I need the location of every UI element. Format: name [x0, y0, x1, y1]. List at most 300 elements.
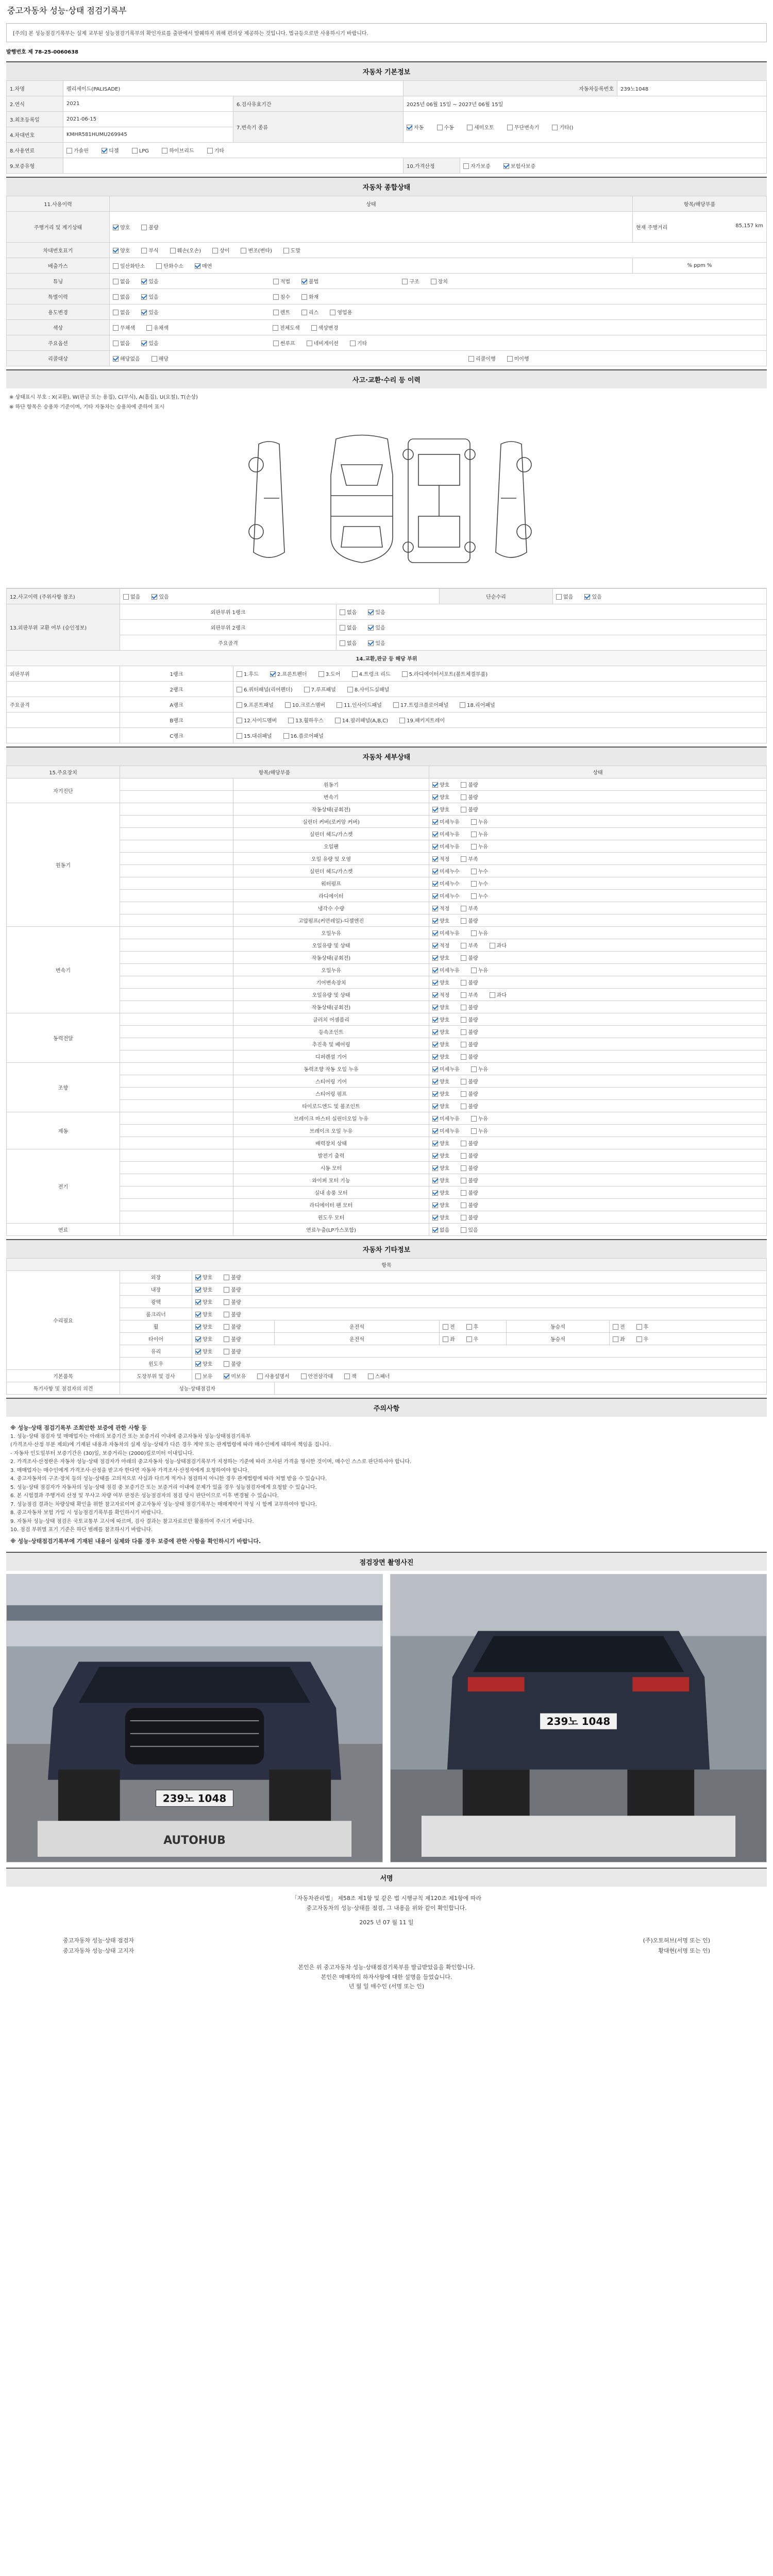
- checkbox-icon: [273, 341, 279, 346]
- checkbox-icon: [113, 325, 119, 331]
- detail-item-label: 클러치 어셈블리: [233, 1013, 429, 1026]
- detail-status-option: 양호: [432, 1015, 449, 1023]
- accident-legend-2: ※ 하단 항목은 승용차 기준이며, 기타 자동차는 승용차에 준하여 표시: [9, 404, 164, 410]
- detail-status-option: 미세누수: [432, 892, 460, 900]
- checkbox-icon: [224, 1361, 229, 1367]
- checkbox-icon: [113, 310, 119, 315]
- detail-item-label: 작동상태(공회전): [233, 803, 429, 816]
- rank1-options: 없음 있음: [337, 604, 767, 620]
- checkbox-icon: [123, 594, 129, 600]
- checkbox-icon: [461, 1017, 466, 1023]
- detail-status-option: 적정: [432, 855, 449, 862]
- detail-item-label: 오일유량 및 상태: [233, 939, 429, 952]
- detail-status-option: 불량: [461, 1003, 478, 1011]
- checkbox-icon: [301, 294, 307, 300]
- detail-status-option: 과다: [490, 941, 507, 949]
- checkbox-icon: [432, 943, 438, 948]
- checkbox-icon: [503, 163, 509, 169]
- detail-status-option: 미세누유: [432, 966, 460, 974]
- notes-line: 5. 성능·상태 점검자가 자동차의 성능·상태 점검 중 보증기간 또는 보증거리 이내에 문제가 있을 경우 성능점검자에게 요청할 수 있습니다.: [10, 1484, 317, 1490]
- period-value: 2025년 06월 15일 ~ 2027년 06월 15일: [404, 96, 767, 112]
- detail-status-option: 양호: [432, 954, 449, 961]
- accident-legend: ※ 상태표시 부호 : X(교환), W(판금 또는 용접), C(부식), A(흠집), U(요철), T(손상): [9, 395, 198, 400]
- detail-sub-cell: [120, 840, 233, 853]
- detail-status-option: 불량: [461, 793, 478, 801]
- detail-status: [429, 1050, 767, 1063]
- checkbox-icon: [471, 1066, 477, 1072]
- other-options: 양호 불량: [192, 1358, 767, 1370]
- detail-status-option: 양호: [432, 781, 449, 788]
- detail-item-label: 와이퍼 모터 기능: [233, 1174, 429, 1187]
- side-options: 좌 우: [610, 1333, 767, 1345]
- notes-line: 10. 점검 부위별 표기 기준은 하단 범례를 참조하시기 바랍니다.: [10, 1527, 153, 1533]
- detail-sub-cell: [120, 853, 233, 865]
- detail-status: [429, 890, 767, 902]
- photo-row: [6, 1571, 767, 1866]
- rear-plate: 239노 1048: [546, 1715, 611, 1727]
- section-total-state: 자동차 종합상태: [6, 177, 767, 196]
- checkbox-icon: [241, 248, 246, 253]
- other-item: 휠: [120, 1320, 192, 1333]
- checkbox-icon: [466, 1324, 472, 1330]
- detail-item-label: 브레이크 오일 누유: [233, 1125, 429, 1137]
- detail-status-option: 미세누유: [432, 1114, 460, 1122]
- detail-sub-cell: [120, 927, 233, 939]
- checkbox-icon: [432, 1029, 438, 1035]
- detail-status: [429, 1224, 767, 1236]
- detail-status-option: 미세누수: [432, 867, 460, 875]
- notes-line: 2. 가격조사·산정란은 자동차 성능·상태 점검자가 아래의 중고자동차 성능·상태점검기록부가 지정하는 기준에 따라 조사된 가격을 명시한 것이며, 매수인 스스로 판단하셔야 합니다.: [10, 1459, 412, 1465]
- detail-sub-cell: [120, 1112, 233, 1125]
- checkbox-icon: [471, 819, 477, 825]
- other-item: 윈도우: [120, 1358, 192, 1370]
- simple-repair-label: 단순수리: [440, 589, 553, 604]
- detail-item-label: 발전기 출력: [233, 1149, 429, 1162]
- notes-heading: ※ 성능·상태 점검기록부 조회안한 보증에 관한 사항 등: [10, 1425, 147, 1431]
- checkbox-icon: [340, 625, 345, 631]
- recall-label: 리콜대상: [7, 351, 110, 366]
- detail-status: [429, 1211, 767, 1224]
- checkbox-icon: [461, 1029, 466, 1035]
- sign-line: 본인은 매매자의 하자사항에 대한 설명을 들었습니다.: [321, 1973, 452, 1980]
- checkbox-icon: [330, 310, 335, 315]
- checkbox-icon: [337, 702, 342, 708]
- inspector-row: [6, 1935, 767, 1945]
- detail-status: [429, 927, 767, 939]
- detail-group-label: 연료: [7, 1224, 120, 1236]
- basic-items-sub: 도장부위 및 검사: [120, 1370, 192, 1382]
- checkbox-icon: [102, 148, 107, 154]
- detail-sub-cell: [120, 1088, 233, 1100]
- use-change-options: 없음 있음 렌트 리스 영업용: [110, 304, 767, 320]
- checkbox-icon: [141, 225, 147, 230]
- detail-status-option: 불량: [461, 917, 478, 924]
- checkbox-icon: [311, 325, 317, 331]
- detail-item-label: 추진축 및 베어링: [233, 1038, 429, 1050]
- mileage-label: 주행거리 및 계기상태: [7, 212, 110, 243]
- detail-status-option: 누유: [471, 929, 488, 937]
- detail-status: [429, 1038, 767, 1050]
- checkbox-icon: [461, 955, 466, 961]
- checkbox-icon: [152, 594, 157, 600]
- header-device: 15.주요장치: [7, 766, 120, 778]
- accident-history-options: 없음 있음: [120, 589, 440, 604]
- checkbox-icon: [613, 1324, 618, 1330]
- detail-item-label: 기어변속장치: [233, 976, 429, 989]
- checkbox-icon: [156, 263, 162, 269]
- document-number: 발행번호 제 78-25-0060638: [6, 49, 79, 55]
- options-label: 주요옵션: [7, 335, 110, 351]
- checkbox-icon: [237, 718, 242, 723]
- detail-status: [429, 865, 767, 877]
- checkbox-icon: [402, 671, 408, 677]
- checkbox-icon: [432, 881, 438, 887]
- main-options: 없음 있음 썬루프 네비게이션 기타: [110, 335, 767, 351]
- checkbox-icon: [141, 310, 147, 315]
- checkbox-icon: [432, 930, 438, 936]
- special-history-label: 특별이력: [7, 289, 110, 304]
- notes-body: [6, 1417, 767, 1552]
- other-options: 양호 불량: [192, 1283, 767, 1296]
- checkbox-icon: [283, 248, 289, 253]
- checkbox-icon: [344, 1374, 350, 1379]
- checkbox-icon: [224, 1374, 229, 1379]
- detail-item-label: 작동상태(공회전): [233, 952, 429, 964]
- detail-status-option: 불량: [461, 1189, 478, 1196]
- checkbox-icon: [340, 640, 345, 646]
- notes-line: 4. 중고자동차의 구조·장치 등의 성능·상태를 고의적으로 사실과 다르게 적거나 점검하지 아니한 경우 관계법령에 따라 처벌 받을 수 있습니다.: [10, 1476, 327, 1482]
- detail-status-option: 양호: [432, 1003, 449, 1011]
- checkbox-icon: [141, 248, 147, 253]
- front-brand-sign: AUTOHUB: [163, 1834, 226, 1847]
- detail-sub-cell: [120, 1001, 233, 1013]
- detail-item-label: 시동 모터: [233, 1162, 429, 1174]
- detail-status: [429, 989, 767, 1001]
- checkbox-icon: [285, 702, 291, 708]
- checkbox-icon: [467, 125, 473, 130]
- checkbox-icon: [432, 794, 438, 800]
- rank-label: A랭크: [120, 697, 233, 713]
- checkbox-icon: [461, 943, 466, 948]
- other-item: 광택: [120, 1296, 192, 1308]
- checkbox-icon: [461, 1054, 466, 1060]
- checkbox-icon: [432, 1190, 438, 1196]
- checkbox-icon: [146, 325, 152, 331]
- checkbox-icon: [224, 1275, 229, 1280]
- detail-group-label: 전기: [7, 1149, 120, 1224]
- detail-status: [429, 1112, 767, 1125]
- parts-row-5: 15.대쉬패널 16.플로어패널: [233, 728, 767, 743]
- checkbox-icon: [432, 1079, 438, 1084]
- checkbox-icon: [195, 1324, 201, 1330]
- side-label: 동승석: [507, 1333, 610, 1345]
- first-reg-label: 3.최초등록일: [7, 112, 63, 127]
- notes-line: (가격조사·산정 부분 제외)에 기재된 내용과 자동차의 실제 성능·상태가 다른 경우 계약 또는 관계법령에 따라 매수인에게 대하여 책임을 집니다.: [10, 1442, 331, 1448]
- detail-item-label: 스티어링 기어: [233, 1075, 429, 1088]
- other-header: 항목: [7, 1259, 767, 1271]
- detail-status-option: 불량: [461, 1015, 478, 1023]
- checkbox-icon: [432, 807, 438, 812]
- detail-status-option: 양호: [432, 1102, 449, 1110]
- parts-row-2: 6.쿼터패널(리어펜더) 7.루프패널 8.사이드실패널: [233, 682, 767, 697]
- checkbox-icon: [273, 294, 279, 300]
- detail-sub-cell: [120, 816, 233, 828]
- color-options: 무채색 유채색 전체도색 색상변경: [110, 320, 767, 335]
- detail-status: [429, 1075, 767, 1088]
- checkbox-icon: [461, 906, 466, 911]
- fuel-type-label: 8.사용연료: [7, 143, 63, 158]
- detail-status: [429, 1125, 767, 1137]
- notifier-value: 황대현(서명 또는 인): [658, 1947, 710, 1954]
- detail-status-option: 불량: [461, 1213, 478, 1221]
- header-status: 상태: [429, 766, 767, 778]
- detail-sub-cell: [120, 1224, 233, 1236]
- special-notes-label: 특기사항 및 점검자의 의견: [7, 1382, 120, 1395]
- section-accident: 사고·교환·수리 등 이력: [6, 369, 767, 388]
- other-table: [6, 1258, 767, 1395]
- detail-sub-cell: [120, 1075, 233, 1088]
- detail-status-option: 양호: [432, 1164, 449, 1172]
- use-change-label: 용도변경: [7, 304, 110, 320]
- checkbox-icon: [461, 1202, 466, 1208]
- checkbox-icon: [461, 1091, 466, 1097]
- detail-status: [429, 816, 767, 828]
- detail-sub-cell: [120, 1199, 233, 1211]
- detail-item-label: 라디에이터: [233, 890, 429, 902]
- mileage-value: 현재 주행거리 85,157 km: [633, 212, 767, 243]
- regno-label: 자동차등록번호: [404, 81, 617, 96]
- detail-sub-cell: [120, 791, 233, 803]
- checkbox-icon: [432, 1116, 438, 1122]
- detail-sub-cell: [120, 865, 233, 877]
- detail-status-option: 불량: [461, 1053, 478, 1060]
- warranty-options: 자가보증 보험사보증: [460, 158, 767, 174]
- other-item: 외장: [120, 1271, 192, 1283]
- checkbox-icon: [113, 279, 119, 284]
- detail-status-option: 양호: [432, 1213, 449, 1221]
- car-diagram: [6, 413, 767, 588]
- detail-item-label: 스티어링 펌프: [233, 1088, 429, 1100]
- checkbox-icon: [399, 718, 405, 723]
- car-name-label: 1.차명: [7, 81, 63, 96]
- detail-status: [429, 952, 767, 964]
- notes-line: 1. 성능·상태 점검자 및 매매업자는 아래의 보증기간 또는 보증거리 이내에 중고자동차 성능·상태점검기록부: [10, 1433, 251, 1439]
- detail-status: [429, 840, 767, 853]
- checkbox-icon: [195, 1312, 201, 1317]
- checkbox-icon: [257, 1374, 263, 1379]
- total-state-table: [6, 196, 767, 366]
- detail-item-label: 연료누출(LP가스포함): [233, 1224, 429, 1236]
- warranty-label: 9.보증유형: [7, 158, 63, 174]
- detail-status: [429, 1063, 767, 1075]
- recall-options: 해당없음 해당 리콜이행 미이행: [110, 351, 767, 366]
- notes-final: ※ 성능·상태점검기록부에 기재된 내용이 실제와 다를 경우 보증에 관한 사항을 확인하시기 바랍니다.: [10, 1537, 261, 1545]
- detail-item-label: 원동기: [233, 778, 429, 791]
- detail-item-label: 동력조향 작동 오일 누유: [233, 1063, 429, 1075]
- checkbox-icon: [432, 1141, 438, 1146]
- other-options: 양호 불량: [192, 1296, 767, 1308]
- checkbox-icon: [490, 992, 495, 998]
- detail-status: [429, 877, 767, 890]
- checkbox-icon: [463, 163, 469, 169]
- other-item: 내장: [120, 1283, 192, 1296]
- checkbox-icon: [132, 148, 138, 154]
- checkbox-icon: [461, 980, 466, 986]
- checkbox-icon: [461, 782, 466, 788]
- checkbox-icon: [471, 930, 477, 936]
- detail-status-option: 불량: [461, 1201, 478, 1209]
- checkbox-icon: [471, 1128, 477, 1134]
- detail-status-option: 불량: [461, 1028, 478, 1036]
- detail-sub-cell: [120, 914, 233, 927]
- outer-panel-label: 외판부위: [7, 666, 120, 682]
- sign-block: [6, 1887, 767, 1935]
- checkbox-icon: [195, 263, 200, 269]
- detail-sub-cell: [120, 1187, 233, 1199]
- checkbox-icon: [307, 341, 312, 346]
- detail-status-option: 미세누유: [432, 842, 460, 850]
- checkbox-icon: [466, 1336, 472, 1342]
- checkbox-icon: [113, 248, 119, 253]
- checkbox-icon: [141, 341, 147, 346]
- other-item: 룸크리너: [120, 1308, 192, 1320]
- checkbox-icon: [224, 1336, 229, 1342]
- checkbox-icon: [237, 702, 242, 708]
- detail-item-label: 실내 송풍 모터: [233, 1187, 429, 1199]
- detail-sub-cell: [120, 1038, 233, 1050]
- checkbox-icon: [461, 1190, 466, 1196]
- detail-status-option: 적정: [432, 941, 449, 949]
- detail-item-label: 오일누유: [233, 964, 429, 976]
- checkbox-icon: [432, 1005, 438, 1010]
- checkbox-icon: [432, 906, 438, 911]
- detail-status-option: 부족: [461, 991, 478, 998]
- rank2-options: 없음 있음: [337, 620, 767, 635]
- checkbox-icon: [432, 856, 438, 862]
- detail-status-option: 양호: [432, 917, 449, 924]
- side-options: 전 후: [440, 1320, 507, 1333]
- detail-item-label: 브레이크 마스터 실린더오일 누유: [233, 1112, 429, 1125]
- detail-sub-cell: [120, 976, 233, 989]
- checkbox-icon: [471, 844, 477, 850]
- detail-sub-cell: [120, 890, 233, 902]
- detail-status-option: 누수: [471, 892, 488, 900]
- checkbox-icon: [471, 832, 477, 837]
- section-detail: 자동차 세부상태: [6, 747, 767, 766]
- checkbox-icon: [335, 718, 341, 723]
- car-outline-icon: [6, 413, 767, 588]
- header-state: 상태: [110, 196, 633, 212]
- inspector-value: (주)오토허브(서명 또는 인): [643, 1937, 710, 1944]
- checkbox-icon: [584, 594, 590, 600]
- checkbox-icon: [432, 1202, 438, 1208]
- panel-exchange-label: 13.외판부위 교환 여부 (승인정보): [7, 604, 120, 651]
- detail-status: [429, 1026, 767, 1038]
- detail-status: [429, 853, 767, 865]
- checkbox-icon: [507, 125, 513, 130]
- detail-status-option: 양호: [432, 793, 449, 801]
- emission-options: 일산화탄소 탄화수소 매연: [110, 258, 633, 274]
- side-label: 운전석: [275, 1320, 440, 1333]
- notes-line: 8. 중고자동차 보험 가입 시 성능점검기록부를 확인하시기 바랍니다.: [10, 1510, 163, 1516]
- detail-status-option: 누유: [471, 830, 488, 838]
- detail-status-option: 있음: [461, 1226, 478, 1233]
- year-label: 2.연식: [7, 96, 63, 112]
- detail-item-label: 작동상태(공회전): [233, 1001, 429, 1013]
- section-photos: 점검장면 촬영사진: [6, 1552, 767, 1571]
- sign-line: 중고자동차의 성능·상태를 점검, 그 내용을 위와 같이 확인합니다.: [306, 1904, 467, 1911]
- checkbox-icon: [461, 1005, 466, 1010]
- checkbox-icon: [432, 980, 438, 986]
- checkbox-icon: [270, 671, 276, 677]
- detail-status: [429, 1199, 767, 1211]
- section-basic-info: 자동차 기본정보: [6, 61, 767, 80]
- checkbox-icon: [432, 1104, 438, 1109]
- detail-status-option: 누유: [471, 966, 488, 974]
- page-title: 중고자동차 성능·상태 점검기록부: [7, 6, 127, 15]
- detail-item-label: 디퍼렌셜 기어: [233, 1050, 429, 1063]
- detail-status-option: 양호: [432, 1077, 449, 1085]
- vin-mark-options: 양호 부식 훼손(오손) 상이 변조(변타) 도말: [110, 243, 767, 258]
- detail-item-label: 실린더 헤드/가스켓: [233, 865, 429, 877]
- checkbox-icon: [212, 248, 218, 253]
- detail-status-option: 불량: [461, 1139, 478, 1147]
- detail-item-label: 냉각수 수량: [233, 902, 429, 914]
- checkbox-icon: [368, 640, 374, 646]
- checkbox-icon: [432, 968, 438, 973]
- notes-line: - 자동차 인도일부터 보증기간은 (30)일, 보증거리는 (2000)킬로미터 이내입니다.: [10, 1450, 194, 1456]
- checkbox-icon: [66, 148, 72, 154]
- checkbox-icon: [152, 356, 157, 362]
- detail-status-option: 적정: [432, 991, 449, 998]
- checkbox-icon: [195, 1349, 201, 1354]
- notifier-row: [6, 1945, 767, 1956]
- detail-status: [429, 914, 767, 927]
- detail-status: [429, 964, 767, 976]
- checkbox-icon: [460, 702, 465, 708]
- checkbox-icon: [304, 687, 310, 692]
- detail-item-label: 실린더 커버(로커암 커버): [233, 816, 429, 828]
- special-notes-value: 성능·상태점검자: [120, 1382, 275, 1395]
- detail-status-option: 미세누유: [432, 830, 460, 838]
- detail-status-option: 양호: [432, 1028, 449, 1036]
- checkbox-icon: [347, 687, 353, 692]
- emission-label: 배출가스: [7, 258, 110, 274]
- frame-label: 주요골격: [120, 635, 337, 651]
- side-label: 동승석: [507, 1320, 610, 1333]
- detail-status: [429, 1001, 767, 1013]
- detail-item-label: 오일 유량 및 오염: [233, 853, 429, 865]
- detail-status-option: 불량: [461, 954, 478, 961]
- checkbox-icon: [113, 341, 119, 346]
- detail-status: [429, 902, 767, 914]
- checkbox-icon: [237, 671, 242, 677]
- detail-group-label: 제동: [7, 1112, 120, 1149]
- warranty-empty: [63, 158, 404, 174]
- checkbox-icon: [141, 294, 147, 300]
- other-options: 양호 불량: [192, 1308, 767, 1320]
- checkbox-icon: [368, 1374, 374, 1379]
- checkbox-icon: [237, 687, 242, 692]
- checkbox-icon: [340, 609, 345, 615]
- parts-subtitle: 14.교환,판금 등 해당 부위: [7, 651, 767, 666]
- checkbox-icon: [432, 1066, 438, 1072]
- detail-sub-cell: [120, 939, 233, 952]
- detail-status-option: 부족: [461, 904, 478, 912]
- detail-sub-cell: [120, 1100, 233, 1112]
- checkbox-icon: [195, 1275, 201, 1280]
- checkbox-icon: [471, 869, 477, 874]
